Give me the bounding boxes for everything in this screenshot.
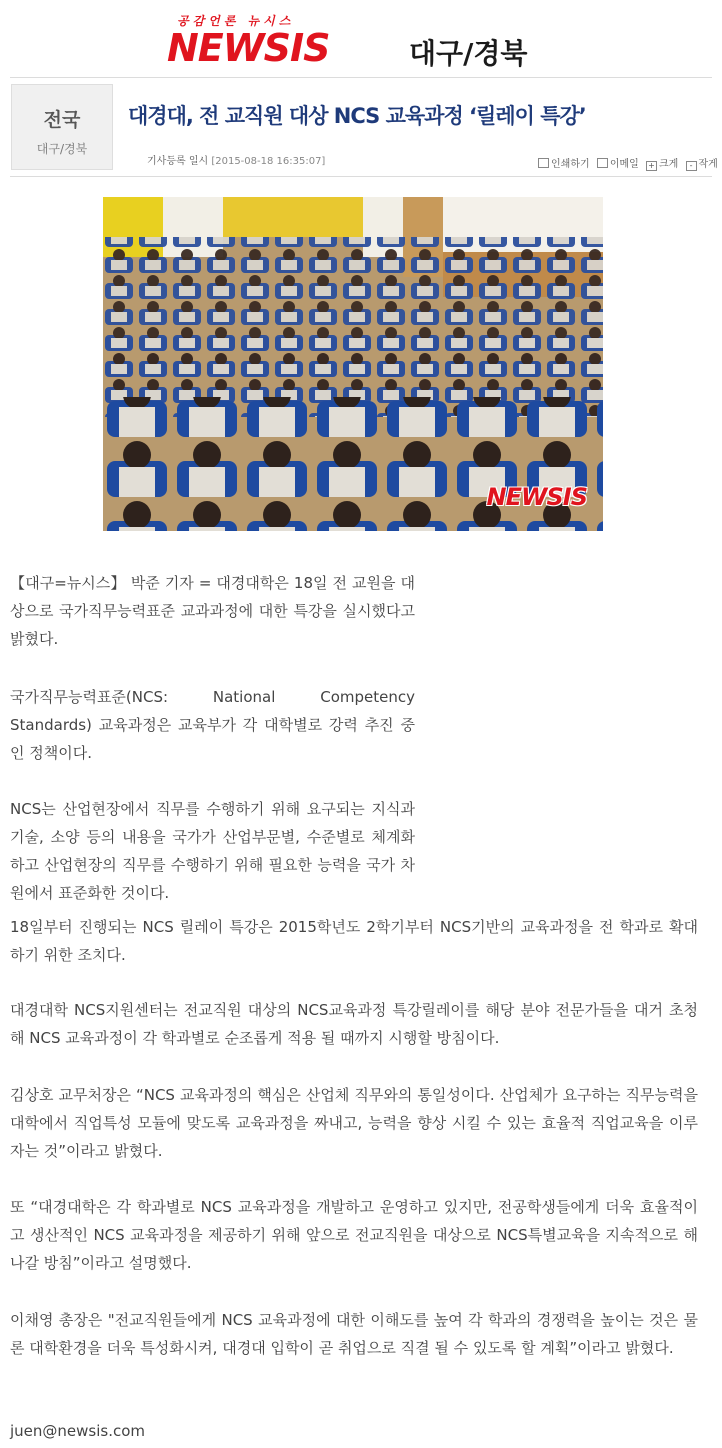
- envelope-icon: [597, 158, 608, 168]
- email-label: 이메일: [609, 159, 639, 170]
- printer-icon: [538, 158, 549, 168]
- font-smaller-button[interactable]: [686, 155, 718, 171]
- header-divider: [10, 77, 712, 78]
- bigger-label: 크게: [659, 159, 679, 170]
- logo-tagline: 공감언론 뉴시스: [177, 14, 295, 28]
- print-button[interactable]: [538, 155, 590, 170]
- print-label: 인쇄하기: [551, 159, 590, 170]
- font-bigger-button[interactable]: [646, 155, 678, 171]
- paragraph-7: 또 “대경대학은 각 학과별로 NCS 교육과정을 개발하고 운영하고 있지만, 전공학생들에게 더욱 효율적이고 생산적인 NCS 교육과정을 제공하기 위해 앞으로 전교직원을 대상으로 NCS특별교육을 지속적으로 해 나갈 방침”이라고 설명했다.: [10, 1198, 698, 1272]
- meta-label: 기사등록 일시: [147, 156, 209, 167]
- paragraph-5: 대경대학 NCS지원센터는 전교직원 대상의 NCS교육과정 특강릴레이를 해당 분야 전문가들을 대거 초청해 NCS 교육과정이 각 학과별로 순조롭게 적용 될 때까지 시행할 방침이다.: [10, 1001, 698, 1047]
- lecture-hall-illustration: [103, 197, 603, 531]
- paragraph-1: 【대구=뉴시스】 박준 기자 = 대경대학은 18일 전 교원을 대상으로 국가직무능력표준 교과과정에 대한 특강을 실시했다고 밝혔다.: [10, 574, 415, 648]
- plus-icon: +: [646, 161, 657, 171]
- minus-icon: -: [686, 161, 697, 171]
- meta-divider: [10, 176, 712, 177]
- logo-region: 대구/경북: [409, 37, 528, 70]
- article-timestamp: [2015-08-18 16:35:07]: [211, 156, 326, 167]
- article-meta: [147, 152, 325, 167]
- paragraph-6: 김상호 교무처장은 “NCS 교육과정의 핵심은 산업체 직무와의 통일성이다. 산업체가 요구하는 직무능력을 대학에서 직업특성 모듈에 맞도록 교육과정을 짜내고, 능력을 향상 시킬 수 있는 효율적 직업교육을 이루자는 것”이라고 밝혔다.: [10, 1086, 698, 1160]
- email-button[interactable]: [597, 155, 639, 170]
- paragraph-4: 18일부터 진행되는 NCS 릴레이 특강은 2015학년도 2학기부터 NCS기반의 교육과정을 전 학과로 확대하기 위한 조치다.: [10, 918, 698, 964]
- newsis-logo[interactable]: [165, 10, 565, 70]
- article-photo: [103, 197, 603, 531]
- paragraph-8: 이채영 총장은 "전교직원들에게 NCS 교육과정에 대한 이해도를 높여 각 학과의 경쟁력을 높이는 것은 물론 대학환경을 더욱 특성화시켜, 대경대 입학이 곧 취업으로 직결 될 수 있도록 할 계획”이라고 밝혔다.: [10, 1311, 698, 1357]
- section-main-label: 전국: [43, 109, 81, 131]
- photo-watermark: NEWSIS: [486, 483, 587, 511]
- article-tools: [538, 155, 722, 171]
- smaller-label: 작게: [698, 159, 718, 170]
- section-sub-label: 대구/경북: [36, 142, 88, 156]
- paragraph-3: NCS는 산업현장에서 직무를 수행하기 위해 요구되는 지식과 기술, 소양 등의 내용을 국가가 산업부문별, 수준별로 체계화하고 산업현장의 직무를 수행하기 위해 필요한 능력을 국가 차원에서 표준화한 것이다.: [10, 800, 415, 902]
- section-box[interactable]: [11, 84, 113, 170]
- logo-wordmark: NEWSIS: [167, 26, 330, 70]
- article-headline: 대경대, 전 교직원 대상 NCS 교육과정 ‘릴레이 특강’: [128, 104, 586, 128]
- paragraph-2: 국가직무능력표준(NCS: National Competency Standards) 교육과정은 교육부가 각 대학별로 강력 추진 중인 정책이다.: [10, 688, 415, 762]
- reporter-email[interactable]: juen@newsis.com: [10, 1422, 146, 1440]
